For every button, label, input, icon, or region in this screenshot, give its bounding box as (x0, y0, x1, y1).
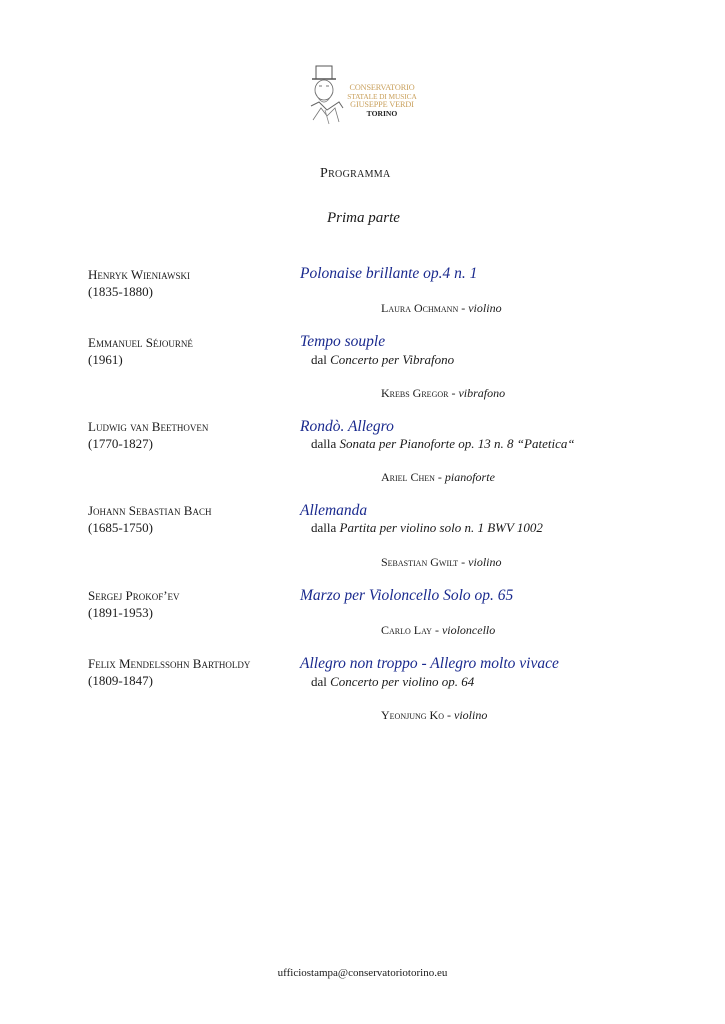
performer-name: Krebs Gregor (381, 386, 449, 400)
performer-line: Krebs Gregor - vibrafono (381, 386, 506, 400)
composer-name: Johann Sebastian Bach (88, 503, 212, 518)
composer-dates: (1891-1953) (88, 605, 153, 620)
work-title: Polonaise brillante op.4 n. 1 (300, 265, 478, 282)
logo-text (342, 84, 422, 118)
composer-dates: (1685-1750) (88, 520, 153, 535)
composer-name: Sergej Prokof’ev (88, 588, 180, 603)
performer-name: Carlo Lay (381, 623, 432, 637)
work-source (311, 352, 454, 368)
work-title: Tempo souple (300, 333, 386, 350)
performer-instrument: pianoforte (444, 470, 495, 484)
composer-dates: (1961) (88, 352, 123, 367)
work-source (311, 520, 543, 536)
performer-line: Carlo Lay - violoncello (381, 623, 496, 637)
performer-line: Yeonjung Ko - violino (381, 708, 488, 722)
part-heading: Prima parte (327, 210, 400, 226)
performer-instrument: violino (454, 708, 488, 722)
source-prefix: dalla (311, 436, 337, 451)
composer-name: Felix Mendelssohn Bartholdy (88, 656, 251, 671)
composer-name: Henryk Wieniawski (88, 267, 190, 282)
performer-line: Ariel Chen - pianoforte (381, 470, 495, 484)
composer-block (88, 418, 208, 452)
composer-block (88, 502, 211, 536)
composer-block (88, 587, 180, 621)
conservatorio-logo (305, 62, 425, 128)
work-title: Allegro non troppo - Allegro molto vivace (300, 655, 559, 672)
source-prefix: dal (311, 674, 327, 689)
work-title: Rondò. Allegro (300, 418, 394, 435)
composer-dates: (1770-1827) (88, 436, 153, 451)
work-source (311, 674, 474, 690)
composer-dates: (1835-1880) (88, 284, 153, 299)
composer-block (88, 655, 250, 689)
source-title: Sonata per Pianoforte op. 13 n. 8 “Patetica“ (339, 436, 575, 451)
footer-email[interactable]: ufficiostampa@conservatoriotorino.eu (277, 967, 448, 979)
performer-name: Laura Ochmann (381, 301, 459, 315)
performer-instrument: violoncello (441, 623, 496, 637)
source-title: Concerto per Vibrafono (330, 352, 455, 367)
performer-instrument: vibrafono (458, 386, 506, 400)
composer-name: Ludwig van Beethoven (88, 419, 209, 434)
logo-line-2: STATALE DI MUSICA (347, 91, 417, 101)
performer-line: Laura Ochmann - violino (381, 301, 502, 315)
performer-name: Ariel Chen (381, 470, 435, 484)
composer-block (88, 266, 190, 300)
logo-line-4: TORINO (366, 108, 398, 118)
logo-line-3: GIUSEPPE VERDI (350, 100, 414, 109)
composer-dates: (1809-1847) (88, 673, 153, 688)
verdi-portrait-icon (305, 62, 347, 128)
source-title: Partita per violino solo n. 1 BWV 1002 (339, 520, 543, 535)
source-prefix: dalla (311, 520, 337, 535)
composer-name: Emmanuel Séjourné (88, 335, 193, 350)
performer-name: Yeonjung Ko (381, 708, 444, 722)
source-title: Concerto per violino op. 64 (330, 674, 475, 689)
work-title: Marzo per Violoncello Solo op. 65 (300, 587, 514, 604)
performer-instrument: violino (468, 301, 502, 315)
page-title: Programma (320, 166, 391, 181)
work-source (311, 436, 575, 452)
performer-instrument: violino (468, 555, 502, 569)
performer-line: Sebastian Gwilt - violino (381, 555, 502, 569)
work-title: Allemanda (300, 502, 368, 519)
source-prefix: dal (311, 352, 327, 367)
composer-block (88, 334, 193, 368)
performer-name: Sebastian Gwilt (381, 555, 459, 569)
logo-line-1: CONSERVATORIO (349, 83, 415, 92)
